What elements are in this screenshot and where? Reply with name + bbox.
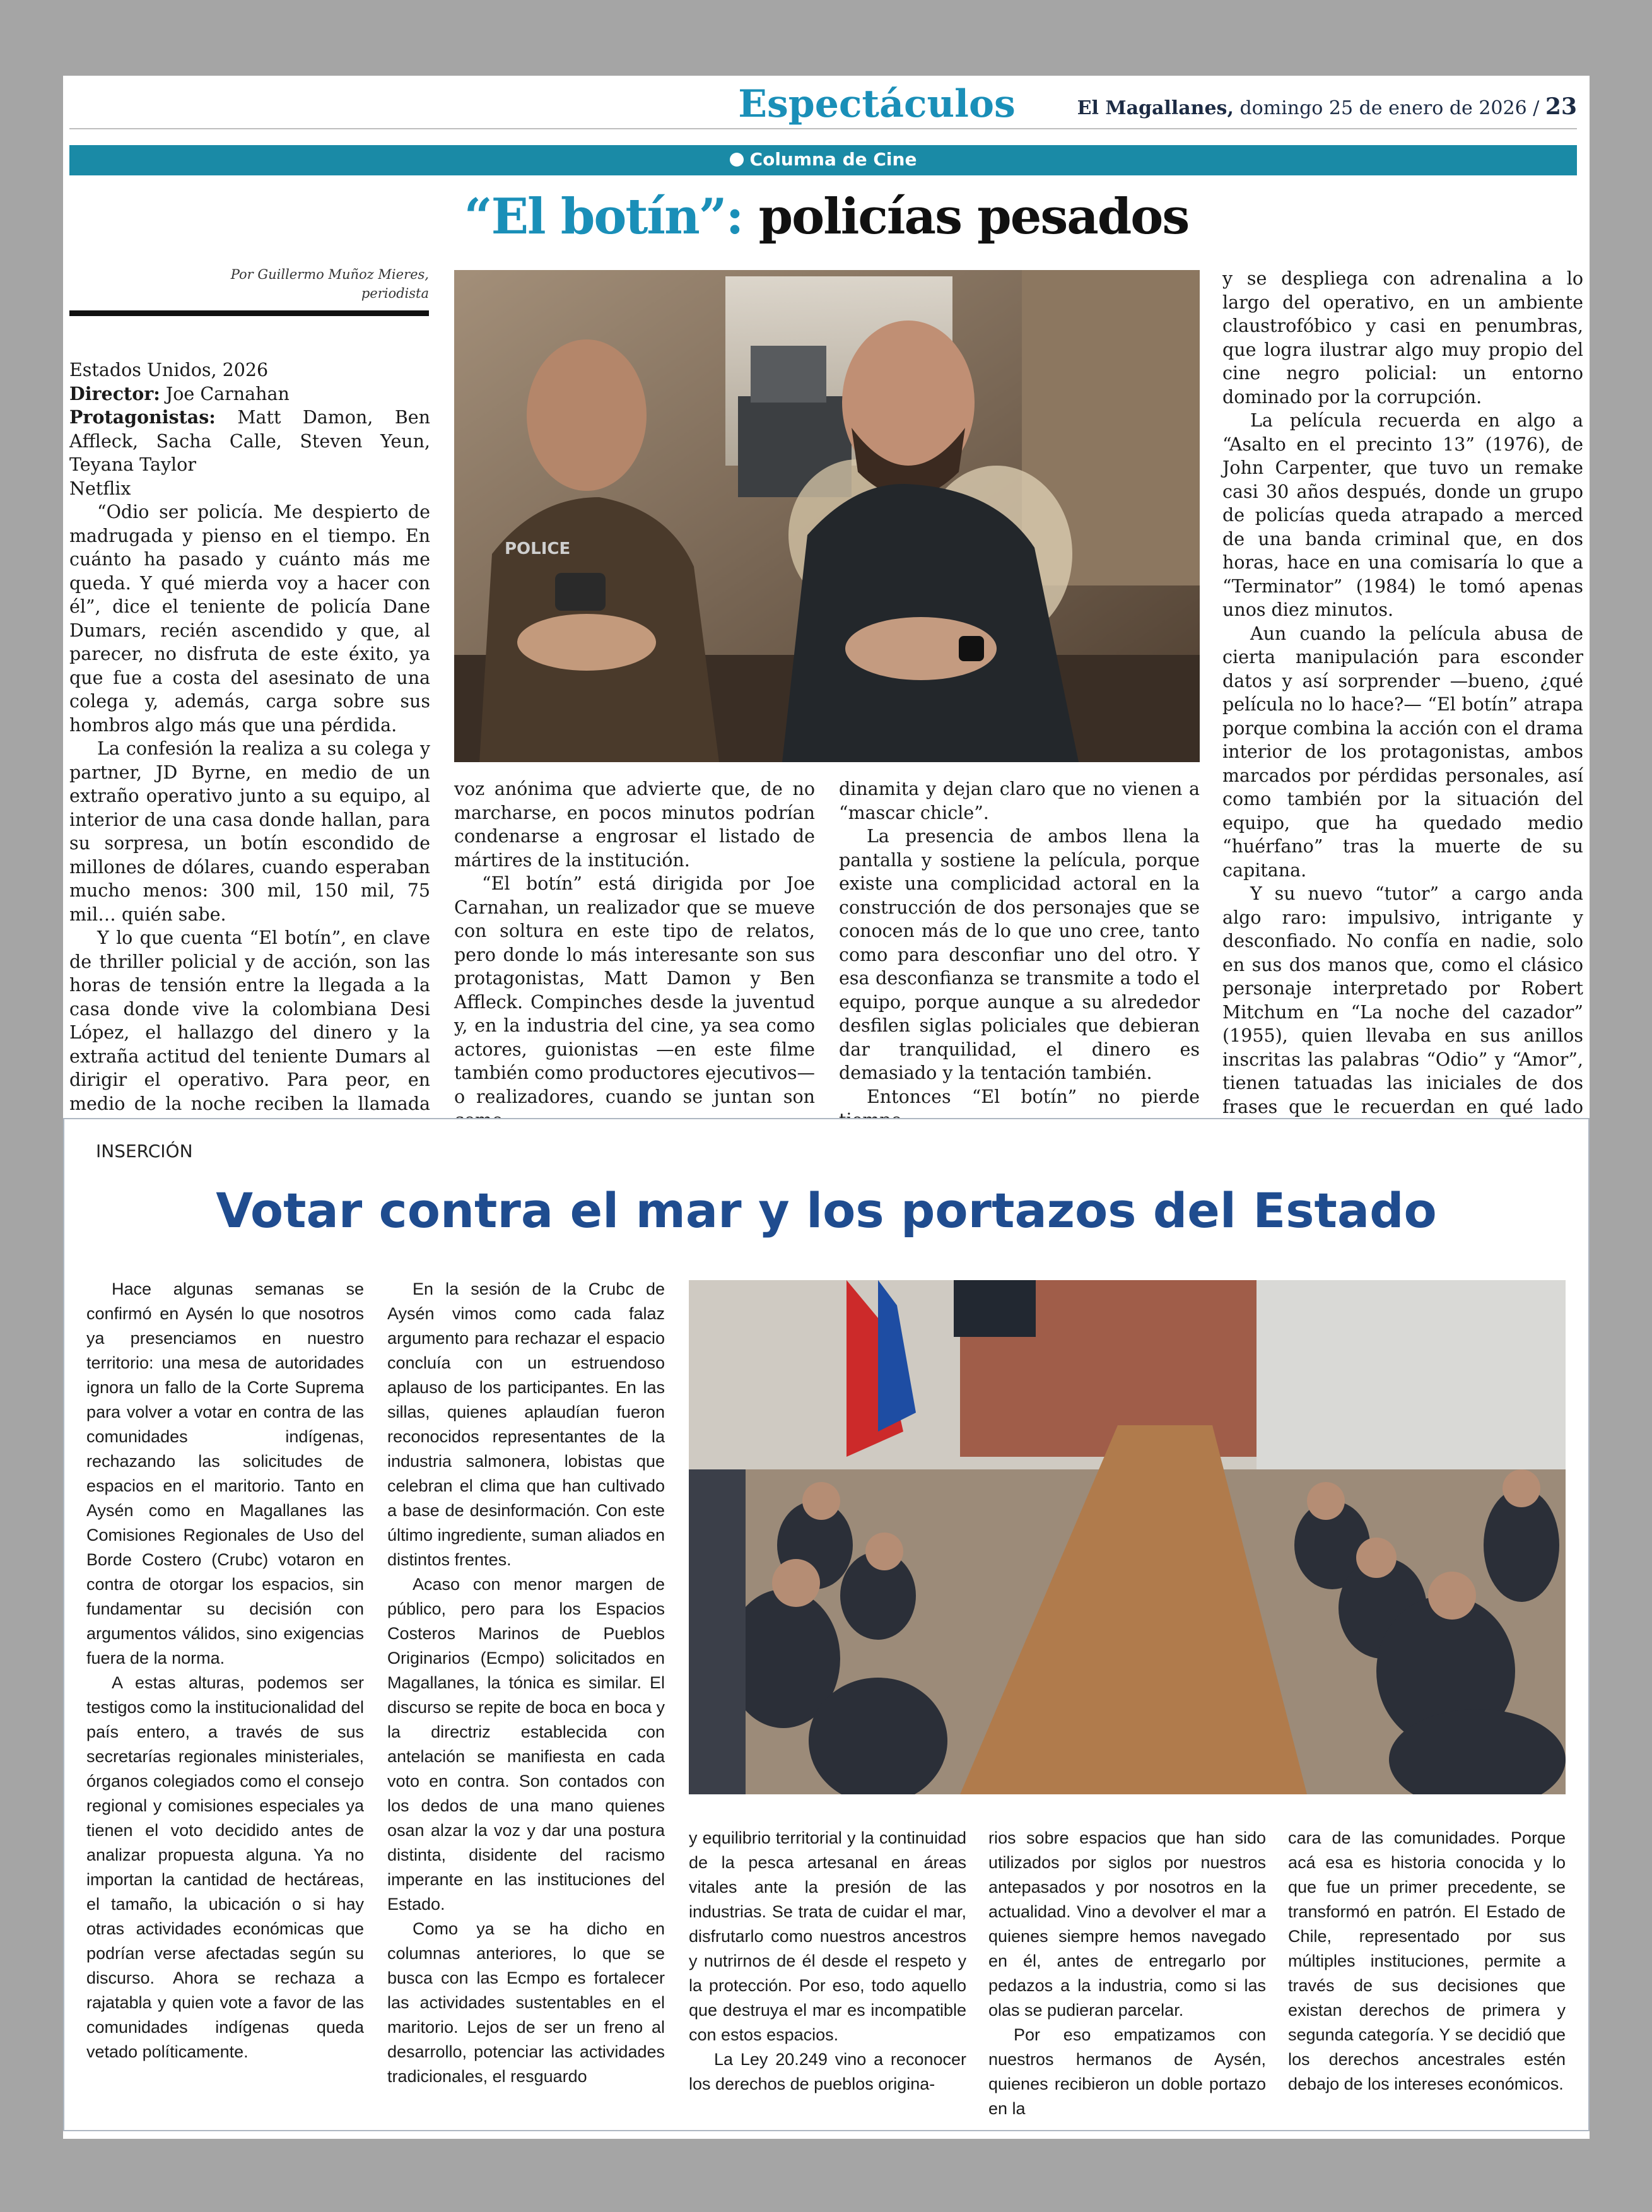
paragraph: voz anónima que advierte que, de no marcharse, en pocos minutos podrían condenarse a engrosar el listado de mártires de la institución. xyxy=(454,779,815,871)
article-column-4 xyxy=(1222,267,1583,1143)
insertion-column-1 xyxy=(86,1277,364,2064)
paragraph: Entonces “El botín” no pierde xyxy=(867,1086,1200,1107)
film-director xyxy=(69,382,430,406)
insertion-column-4 xyxy=(988,1826,1266,2121)
newspaper-page xyxy=(63,76,1590,2139)
police-patch-text: POLICE xyxy=(505,539,571,558)
section-title: Espectáculos xyxy=(738,82,1016,126)
byline-role: periodista xyxy=(361,286,429,301)
paragraph: Acaso con menor margen de público, pero para los Espacios Costeros Marinos de Pueblos Originarios (Ecmpo) solicitados en Magallanes, la tónica es similar. El discurso se repite de boca en boca y la directriz establecida con antelación se manifiesta en cada voto en contra. Son contados con los dedos de una mano quienes osan alzar la voz y dar una postura distinta, disidente del racismo imperante en las instituciones del Estado. xyxy=(387,1575,665,1914)
paragraph: “El botín” está dirigida por Joe Carnahan, un realizador que se mueve con soltura en este tipo de relatos, pero donde lo más interesante son sus protagonistas, Matt Damon y Ben Affleck. Compinches desde la juventud y, en la industria del cine, ya sea como actores, guionistas —en este filme también como productores ejecutivos— o realizadores, cuando se juntan son xyxy=(454,873,815,1107)
paragraph: En la sesión de la Crubc de Aysén vimos como cada falaz argumento para rechazar el espacio concluía con un estruendoso aplauso de los participantes. En las sillas, quienes aplaudían fueron reconocidos representantes de la industria salmonera, lobistas que celebran el clima que han cultivado a base de desinformación. Con este último ingrediente, suman aliados en distintos frentes. xyxy=(387,1280,665,1569)
column-kicker xyxy=(69,149,1577,170)
meeting-illustration xyxy=(689,1280,1566,1794)
column-label: Columna de Cine xyxy=(749,149,917,170)
paragraph: rios sobre espacios que han sido utilizados por siglos por nuestros antepasados y por nosotros en la actualidad. Vino a devolver el mar a quienes siempre hemos navegado en él, antes de entregarlo por pedazos a la industria, como si las olas se pudieran parcelar. xyxy=(988,1828,1266,2020)
film-country: Estados Unidos, 2026 xyxy=(69,360,269,380)
article-headline xyxy=(63,188,1590,245)
insertion-label: INSERCIÓN xyxy=(96,1141,193,1162)
insertion-column-2 xyxy=(387,1277,665,2089)
cast-value: Matt Damon, Ben Affleck, Sacha Calle, Steven Yeun, Teyana Taylor xyxy=(69,407,430,475)
paragraph: Aun cuando la película abusa de cierta manipulación para esconder datos y así sorprender —bueno, ¿qué película no lo hace?— “El botín” atrapa porque combina la acción con el drama interior de los protagonistas, ambos marcados por pérdidas personales, así como también por la situación del equipo, que ha quedado medio “huérfano” tras la muerte de su capitana. xyxy=(1222,623,1583,881)
film-platform: Netflix xyxy=(69,478,131,499)
director-label: Director: xyxy=(69,382,160,404)
article-column-2 xyxy=(454,777,815,1132)
paragraph: La presencia de ambos llena la pantalla y sostiene la película, porque existe una complicidad actoral en la construcción de dos personajes que se conocen más de lo que uno cree, tanto como para desconfiar uno del otro. Y esa desconfianza se transmite a todo el equipo, porque aunque a su alrededor desfilen siglas policiales que debieran dar tranquilidad, el dinero es demasiado y la tentación también. xyxy=(839,826,1200,1083)
header-rule xyxy=(69,128,1577,129)
paragraph: dinamita y dejan claro que no vienen a “mascar chicle”. xyxy=(839,779,1200,823)
separator: / xyxy=(1533,97,1540,119)
paragraph: La película recuerda en algo a “Asalto en el precinto 13” (1976), de John Carpenter, que tuvo un remake casi 30 años después, donde un grupo de policías queda atrapado a merced de una banda criminal que, en dos horas, hace en una comisaría lo que a “Terminator” (1984) le tomó apenas unos diez minutos. xyxy=(1222,410,1583,620)
paragraph: Y lo que cuenta “El botín”, en clave de thriller policial y de acción, son las horas de tensión entre la llegada a la casa donde vive la colombiana Desi López, el hallazgo del dinero y la extraña actitud del teniente Dumars al dirigir el operativo. Para peor, en medio de la noche reciben la llamada xyxy=(69,927,430,1114)
article-column-3 xyxy=(839,777,1200,1132)
page-number: 23 xyxy=(1545,93,1577,120)
insertion-column-3 xyxy=(689,1826,966,2097)
byline xyxy=(101,265,429,303)
byline-name: Por Guillermo Muñoz Mieres, xyxy=(230,267,429,282)
paragraph: Como ya se ha dicho en columnas anteriores, lo que se busca con las Ecmpo es fortalecer las actividades sustentables en el maritorio. Lejos de ser un freno al desarrollo, potenciar las actividades tradicionales, el resguardo xyxy=(387,1919,665,2086)
director-value: Joe Carnahan xyxy=(165,383,290,404)
paragraph: La Ley 20.249 vino a reconocer los derechos de pueblos origina- xyxy=(689,2050,966,2093)
cast-label: Protagonistas: xyxy=(69,406,216,428)
column-banner xyxy=(69,145,1577,175)
headline-quoted: “El botín”: xyxy=(464,188,743,245)
paragraph: y se despliega con adrenalina a lo largo del operativo, en un ambiente claustrofóbico y casi en penumbras, que logra ilustrar algo muy propio del cine negro policial: un entorno dominado por la corrupción. xyxy=(1222,268,1583,408)
paragraph: Y su nuevo “tutor” a cargo anda algo raro: impulsivo, intrigante y desconfiado. No confía en nadie, solo en sus dos manos que, como el clásico personaje interpretado por Robert Mitchum en “La noche del cazador” (1955), quien llevaba en sus anillos inscritas las palabras “Odio” y “Amor”, tienen tatuadas las iniciales de dos frases que le recuerdan en qué lado xyxy=(1222,883,1583,1117)
insertion-box xyxy=(63,1118,1590,2131)
issue-date: domingo 25 de enero de 2026 xyxy=(1239,97,1527,119)
insertion-title: Votar contra el mar y los portazos del Estado xyxy=(216,1182,1437,1238)
meeting-photo xyxy=(689,1280,1566,1794)
film-still-photo xyxy=(454,270,1200,762)
byline-rule xyxy=(69,310,429,316)
film-still-illustration xyxy=(454,270,1200,762)
bullet-icon xyxy=(730,153,744,167)
headline-rest: policías pesados xyxy=(758,188,1189,245)
article-column-1 xyxy=(69,358,430,1139)
paragraph: Por eso empatizamos con nuestros hermanos de Aysén, quienes recibieron un doble portazo en la xyxy=(988,2025,1266,2118)
paragraph: y equilibrio territorial y la continuidad de la pesca artesanal en áreas vitales ante la presión de las industrias. Se trata de cuidar el mar, disfrutarlo como nuestros ancestros y nutrirnos de él desde el respeto y la protección. Por eso, todo aquello que destruya el mar es incompatible con estos espacios. xyxy=(689,1828,966,2044)
paragraph: Hace algunas semanas se confirmó en Aysén lo que nosotros ya presenciamos en nuestro territorio: una mesa de autoridades ignora un fallo de la Corte Suprema para volver a votar en contra de las comunidades indígenas, rechazando las solicitudes de espacios en el maritorio. Tanto en Aysén como en Magallanes las Comisiones Regionales de Uso del Borde Costero (Crubc) votaron en contra de otorgar los espacios, sin fundamentar su decisión con argumentos válidos, sino exigencias fuera de la norma. xyxy=(86,1280,364,1668)
masthead xyxy=(1077,93,1577,120)
paragraph: La confesión la realiza a su colega y partner, JD Byrne, en medio de un extraño operativo junto a su equipo, al interior de una casa donde hallan, para su sorpresa, un botín escondido de millones de dólares, cuando esperaban mucho menos: 300 mil, 150 mil, 75 mil… quién sabe. xyxy=(69,738,430,925)
paragraph: A estas alturas, podemos ser testigos como la institucionalidad del país entero, a través de sus secretarías regionales ministeriales, órganos colegiados como el consejo regional y comisiones especiales ya tienen el voto decidido antes de analizar propuesta alguna. Ya no importan la cantidad de hectáreas, el tamaño, la ubicación o si hay otras actividades económicas que podrían verse afectadas según su discurso. Ahora se rechaza a rajatabla y quien vote a favor de las comunidades indígenas queda vetado políticamente. xyxy=(86,1673,364,2061)
paper-name: El Magallanes, xyxy=(1077,97,1234,119)
paragraph: “Odio ser policía. Me despierto de madrugada y pienso en el tiempo. En cuánto ha pasado y cuánto más me queda. Y qué mierda voy a hacer con él”, dice el teniente de policía Dane Dumars, recién ascendido y que, al parecer, no disfruta de este éxito, ya que fue a costa del asesinato de una colega y, además, carga sobre sus hombros algo más que una pérdida. xyxy=(69,502,430,736)
insertion-column-5 xyxy=(1288,1826,1566,2097)
film-cast xyxy=(69,406,430,477)
paragraph: cara de las comunidades. Porque acá esa es historia conocida y lo que fue un primer precedente, se transformó en patrón. El Estado de Chile, representado por sus múltiples instituciones, permite a través de sus decisiones que existan derechos de primera y segunda categoría. Y se decidió que los derechos ancestrales estén debajo de los intereses económicos. xyxy=(1288,1828,1566,2093)
